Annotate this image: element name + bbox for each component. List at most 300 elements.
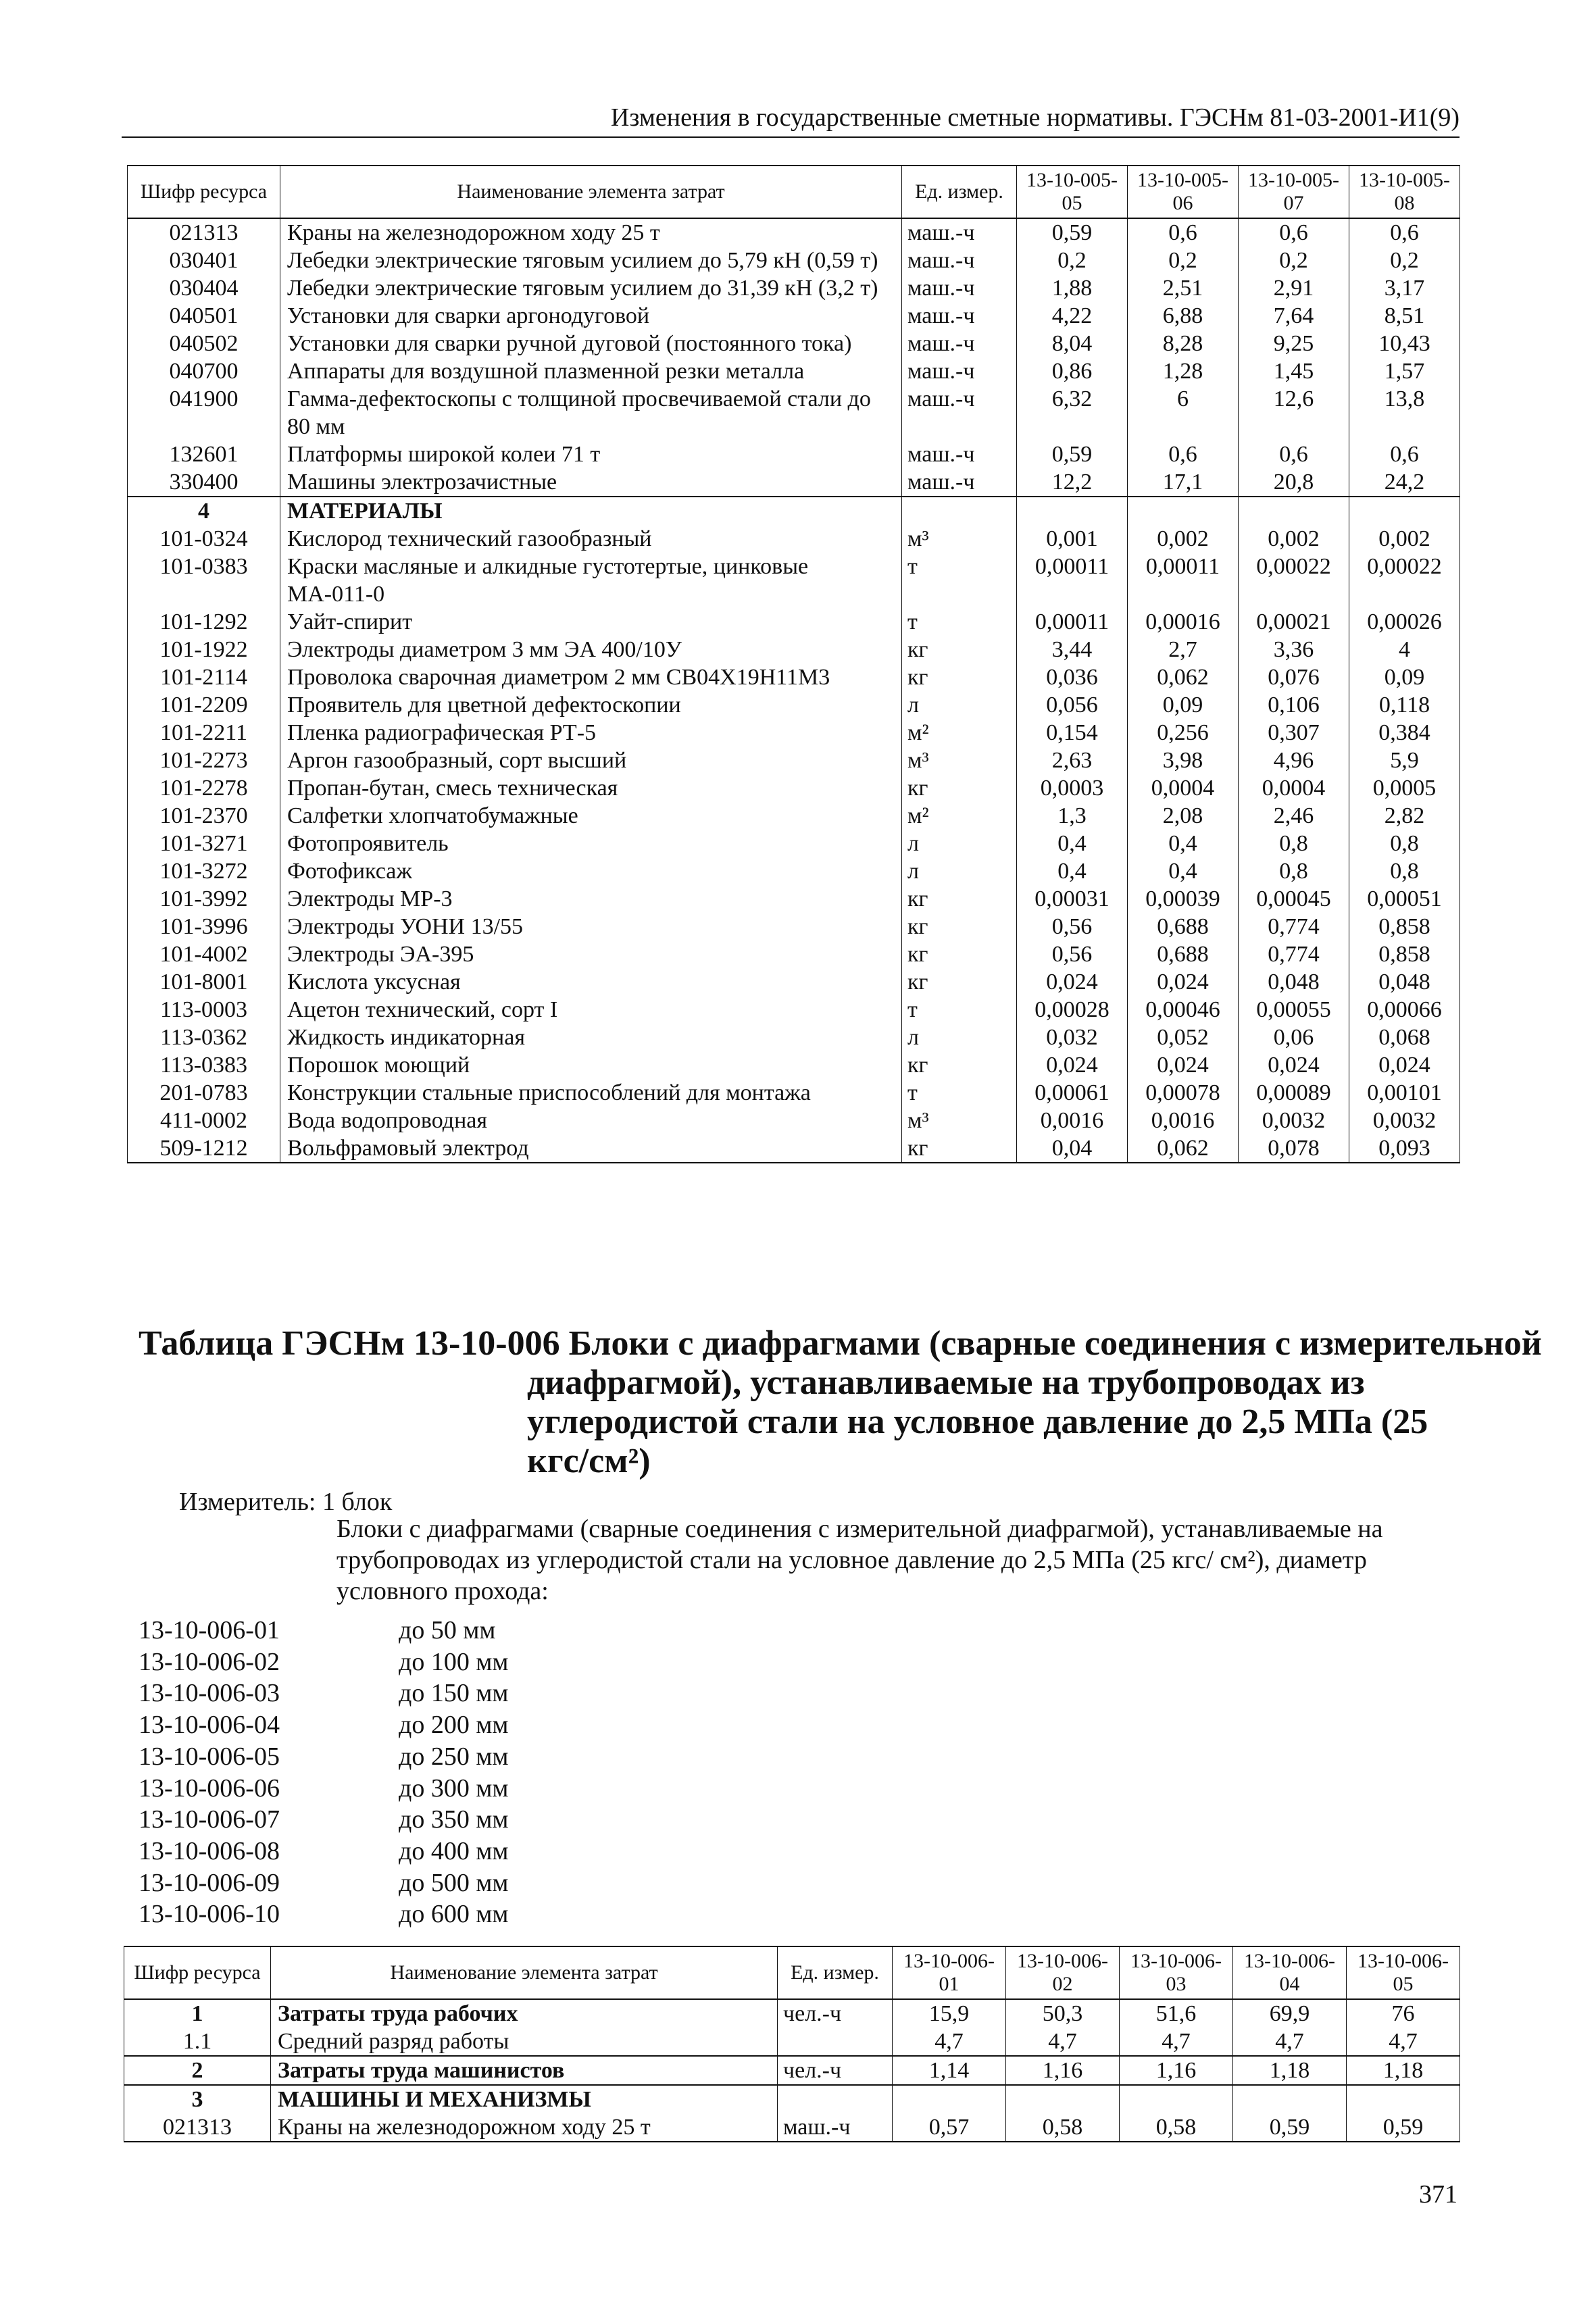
cell-v1: 0,56 xyxy=(1017,940,1128,968)
cell-v3: 0,076 xyxy=(1239,663,1349,691)
cell-code: 1.1 xyxy=(124,2028,271,2056)
page-number: 371 xyxy=(1419,2180,1457,2209)
cell-v3: 1,16 xyxy=(1120,2056,1233,2085)
norm-diameter: до 200 мм xyxy=(399,1711,509,1740)
cell-v4: 0,048 xyxy=(1349,968,1460,996)
table-header-row xyxy=(124,1946,1460,1999)
cell-v4: 8,51 xyxy=(1349,302,1460,330)
col-header: 13-10-005-08 xyxy=(1349,166,1460,218)
table-row xyxy=(128,996,1460,1024)
col-header: 13-10-006-05 xyxy=(1347,1946,1460,1999)
cell-name: Гамма-дефектоскопы с толщиной просвечиваемой стали до 80 мм xyxy=(280,385,902,441)
col-header: Ед. измер. xyxy=(902,166,1017,218)
cell-v1: 15,9 xyxy=(893,1999,1006,2028)
cell-v4: 0,068 xyxy=(1349,1024,1460,1051)
table-row xyxy=(128,441,1460,468)
col-header: 13-10-005-06 xyxy=(1128,166,1239,218)
cell-unit: маш.-ч xyxy=(902,302,1017,330)
cell-v2: 0,688 xyxy=(1128,940,1239,968)
cell-v3: 0,0032 xyxy=(1239,1107,1349,1134)
cell-v2: 0,052 xyxy=(1128,1024,1239,1051)
cell-code: 411-0002 xyxy=(128,1107,280,1134)
cell-v2 xyxy=(1128,497,1239,525)
cell-unit xyxy=(778,2028,893,2056)
cell-v2: 0,2 xyxy=(1128,247,1239,274)
cell-name: Уайт-спирит xyxy=(280,608,902,636)
cell-unit: маш.-ч xyxy=(902,218,1017,247)
cell-name: Затраты труда машинистов xyxy=(271,2056,778,2085)
cell-v4: 0,8 xyxy=(1349,857,1460,885)
cell-v4: 0,8 xyxy=(1349,830,1460,857)
cell-v3: 0,2 xyxy=(1239,247,1349,274)
cell-name: Лебедки электрические тяговым усилием до 5,79 кН (0,59 т) xyxy=(280,247,902,274)
col-header: Наименование элемента затрат xyxy=(280,166,902,218)
cell-unit: кг xyxy=(902,636,1017,663)
cell-unit: маш.-ч xyxy=(778,2113,893,2142)
cell-v3: 1,45 xyxy=(1239,357,1349,385)
table-row xyxy=(124,2028,1460,2056)
cell-code: 113-0383 xyxy=(128,1051,280,1079)
cell-code: 030401 xyxy=(128,247,280,274)
cell-code: 040700 xyxy=(128,357,280,385)
col-header: Ед. измер. xyxy=(778,1946,893,1999)
cell-v4: 0,0005 xyxy=(1349,774,1460,802)
cell-code: 101-2370 xyxy=(128,802,280,830)
col-header: 13-10-006-04 xyxy=(1233,1946,1347,1999)
cell-v4: 0,00051 xyxy=(1349,885,1460,913)
cell-code: 4 xyxy=(128,497,280,525)
norm-code: 13-10-006-01 xyxy=(139,1616,280,1644)
cell-name: МАШИНЫ И МЕХАНИЗМЫ xyxy=(271,2085,778,2113)
cell-v3: 0,106 xyxy=(1239,691,1349,719)
cell-v1: 2,63 xyxy=(1017,747,1128,774)
cell-name: Конструкции стальные приспособлений для монтажа xyxy=(280,1079,902,1107)
cell-v4: 0,858 xyxy=(1349,913,1460,940)
cell-name: Проявитель для цветной дефектоскопии xyxy=(280,691,902,719)
cell-v1: 0,00011 xyxy=(1017,553,1128,608)
cell-v1: 1,14 xyxy=(893,2056,1006,2085)
table-row xyxy=(128,385,1460,441)
cell-v1: 0,59 xyxy=(1017,441,1128,468)
cell-code: 101-3272 xyxy=(128,857,280,885)
code-list-item xyxy=(139,1741,508,1773)
cell-name: Фотопроявитель xyxy=(280,830,902,857)
col-header: 13-10-006-01 xyxy=(893,1946,1006,1999)
cell-name: Кислота уксусная xyxy=(280,968,902,996)
cell-v3: 0,774 xyxy=(1239,940,1349,968)
cell-v1 xyxy=(1017,497,1128,525)
cell-code: 113-0362 xyxy=(128,1024,280,1051)
cell-name: Краски масляные и алкидные густотертые, цинковые МА-011-0 xyxy=(280,553,902,608)
cell-v2: 0,58 xyxy=(1006,2113,1120,2142)
cell-v3: 4,96 xyxy=(1239,747,1349,774)
table-row xyxy=(124,2056,1460,2085)
code-list-item xyxy=(139,1615,508,1646)
section-title-line1: Таблица ГЭСНм 13-10-006 Блоки с диафрагмами (сварные соединения с измерительной xyxy=(139,1324,1542,1363)
cell-v4: 2,82 xyxy=(1349,802,1460,830)
table-row xyxy=(124,2085,1460,2113)
cell-v3: 0,6 xyxy=(1239,441,1349,468)
cell-name: МАТЕРИАЛЫ xyxy=(280,497,902,525)
cell-unit: кг xyxy=(902,968,1017,996)
work-description: Блоки с диафрагмами (сварные соединения с измерительной диафрагмой), устанавливаемые на трубопроводах из углеродистой стали на условное давление до 2,5 МПа (25 кгс/ см²), диаметр условного прохода: xyxy=(336,1515,1383,1605)
cell-v1: 3,44 xyxy=(1017,636,1128,663)
cell-v2: 0,0004 xyxy=(1128,774,1239,802)
cell-v4: 0,6 xyxy=(1349,218,1460,247)
cell-v3 xyxy=(1120,2085,1233,2113)
cell-code: 040502 xyxy=(128,330,280,357)
cell-unit: кг xyxy=(902,774,1017,802)
cell-unit: л xyxy=(902,1024,1017,1051)
norm-diameter: до 600 мм xyxy=(399,1900,509,1929)
code-list-item xyxy=(139,1836,508,1867)
cell-v1: 4,7 xyxy=(893,2028,1006,2056)
cell-v3: 12,6 xyxy=(1239,385,1349,441)
cell-v1: 0,024 xyxy=(1017,1051,1128,1079)
cell-v3: 20,8 xyxy=(1239,468,1349,497)
cell-v1: 0,0016 xyxy=(1017,1107,1128,1134)
cell-v4: 10,43 xyxy=(1349,330,1460,357)
table-row xyxy=(128,1051,1460,1079)
cell-v1: 8,04 xyxy=(1017,330,1128,357)
cell-v3 xyxy=(1239,497,1349,525)
code-list-item xyxy=(139,1709,508,1741)
cell-name: Установки для сварки ручной дуговой (постоянного тока) xyxy=(280,330,902,357)
cell-v4: 0,6 xyxy=(1349,441,1460,468)
cell-unit: кг xyxy=(902,1134,1017,1163)
cell-name: Пропан-бутан, смесь техническая xyxy=(280,774,902,802)
cell-v1: 0,0003 xyxy=(1017,774,1128,802)
cell-v1: 0,4 xyxy=(1017,857,1128,885)
cell-code: 101-2211 xyxy=(128,719,280,747)
cell-v2: 0,0016 xyxy=(1128,1107,1239,1134)
cell-unit: т xyxy=(902,996,1017,1024)
cell-v2: 0,688 xyxy=(1128,913,1239,940)
cell-v1: 0,04 xyxy=(1017,1134,1128,1163)
cell-v4: 4,7 xyxy=(1233,2028,1347,2056)
cell-v2: 0,6 xyxy=(1128,441,1239,468)
cell-name: Машины электрозачистные xyxy=(280,468,902,497)
cell-v4: 0,00026 xyxy=(1349,608,1460,636)
cell-v3: 0,002 xyxy=(1239,525,1349,553)
cell-v3: 0,00022 xyxy=(1239,553,1349,608)
norm-diameter: до 400 мм xyxy=(399,1836,509,1865)
cell-name: Жидкость индикаторная xyxy=(280,1024,902,1051)
cell-v3: 0,00045 xyxy=(1239,885,1349,913)
cell-v4: 24,2 xyxy=(1349,468,1460,497)
cell-name: Вода водопроводная xyxy=(280,1107,902,1134)
section-title xyxy=(139,1324,1542,1481)
table-row xyxy=(128,719,1460,747)
table-row xyxy=(128,497,1460,525)
cell-v3: 0,06 xyxy=(1239,1024,1349,1051)
table-row xyxy=(128,636,1460,663)
norm-code: 13-10-006-10 xyxy=(139,1900,280,1929)
cell-v2: 0,024 xyxy=(1128,1051,1239,1079)
cell-v2: 8,28 xyxy=(1128,330,1239,357)
cell-v3: 2,46 xyxy=(1239,802,1349,830)
cell-v4: 13,8 xyxy=(1349,385,1460,441)
cell-v3: 0,048 xyxy=(1239,968,1349,996)
cell-name: Электроды МР-3 xyxy=(280,885,902,913)
norm-code: 13-10-006-05 xyxy=(139,1742,280,1771)
cell-unit xyxy=(902,497,1017,525)
cell-unit: м³ xyxy=(902,525,1017,553)
norm-code: 13-10-006-06 xyxy=(139,1774,280,1803)
cell-v5 xyxy=(1347,2085,1460,2113)
cell-v2: 0,062 xyxy=(1128,1134,1239,1163)
table-row xyxy=(128,468,1460,497)
cell-code: 101-2278 xyxy=(128,774,280,802)
cell-v1: 6,32 xyxy=(1017,385,1128,441)
cell-code: 101-3271 xyxy=(128,830,280,857)
cell-code: 1 xyxy=(124,1999,271,2028)
cell-v4: 0,858 xyxy=(1349,940,1460,968)
cell-name: Фотофиксаж xyxy=(280,857,902,885)
cell-code: 040501 xyxy=(128,302,280,330)
cell-v1: 0,00031 xyxy=(1017,885,1128,913)
cell-v3: 0,024 xyxy=(1239,1051,1349,1079)
measure-unit: Измеритель: 1 блок xyxy=(179,1488,393,1516)
cell-v3: 0,00021 xyxy=(1239,608,1349,636)
code-list-item xyxy=(139,1646,508,1678)
cell-v4: 0,00022 xyxy=(1349,553,1460,608)
cell-v4: 1,57 xyxy=(1349,357,1460,385)
cell-v3: 0,8 xyxy=(1239,857,1349,885)
table-row xyxy=(128,774,1460,802)
cell-v1: 0,4 xyxy=(1017,830,1128,857)
cell-v1: 0,024 xyxy=(1017,968,1128,996)
cell-code: 101-0383 xyxy=(128,553,280,608)
code-list-item xyxy=(139,1804,508,1836)
cell-v4: 0,00066 xyxy=(1349,996,1460,1024)
cell-unit: л xyxy=(902,830,1017,857)
cell-v3: 51,6 xyxy=(1120,1999,1233,2028)
table-row xyxy=(128,691,1460,719)
cell-name: Краны на железнодорожном ходу 25 т xyxy=(280,218,902,247)
cell-v3: 0,0004 xyxy=(1239,774,1349,802)
norm-code: 13-10-006-09 xyxy=(139,1868,280,1897)
cell-name: Лебедки электрические тяговым усилием до 31,39 кН (3,2 т) xyxy=(280,274,902,302)
table-row xyxy=(128,968,1460,996)
cell-unit: кг xyxy=(902,885,1017,913)
table-row xyxy=(124,2113,1460,2142)
cell-v4: 1,18 xyxy=(1233,2056,1347,2085)
cell-v1: 1,3 xyxy=(1017,802,1128,830)
table-row xyxy=(128,1134,1460,1163)
norm-code: 13-10-006-02 xyxy=(139,1647,280,1676)
cell-code: 509-1212 xyxy=(128,1134,280,1163)
table-row xyxy=(128,608,1460,636)
table-row xyxy=(128,525,1460,553)
cell-unit: м³ xyxy=(902,747,1017,774)
cell-v3: 9,25 xyxy=(1239,330,1349,357)
cell-v2: 1,16 xyxy=(1006,2056,1120,2085)
cell-v2: 6,88 xyxy=(1128,302,1239,330)
cell-v1: 0,2 xyxy=(1017,247,1128,274)
cell-code: 101-2114 xyxy=(128,663,280,691)
cell-name: Платформы широкой колеи 71 т xyxy=(280,441,902,468)
cell-v2: 0,4 xyxy=(1128,857,1239,885)
table-row xyxy=(128,1079,1460,1107)
cell-unit: м³ xyxy=(902,1107,1017,1134)
cell-v2: 0,002 xyxy=(1128,525,1239,553)
cell-code: 2 xyxy=(124,2056,271,2085)
cell-v3: 4,7 xyxy=(1120,2028,1233,2056)
table-row xyxy=(128,830,1460,857)
table-row xyxy=(128,357,1460,385)
cell-unit: т xyxy=(902,553,1017,608)
norm-code: 13-10-006-07 xyxy=(139,1805,280,1834)
cell-v4: 0,093 xyxy=(1349,1134,1460,1163)
cell-v1: 0,59 xyxy=(1017,218,1128,247)
cell-v5: 0,59 xyxy=(1347,2113,1460,2142)
cell-v1: 4,22 xyxy=(1017,302,1128,330)
cell-v2: 0,6 xyxy=(1128,218,1239,247)
cell-v4: 3,17 xyxy=(1349,274,1460,302)
code-list-item xyxy=(139,1678,508,1709)
cell-v4: 4 xyxy=(1349,636,1460,663)
cell-v3: 7,64 xyxy=(1239,302,1349,330)
cell-unit: чел.-ч xyxy=(778,2056,893,2085)
cell-name: Проволока сварочная диаметром 2 мм СВ04Х19Н11М3 xyxy=(280,663,902,691)
cell-v4: 5,9 xyxy=(1349,747,1460,774)
col-header: Шифр ресурса xyxy=(124,1946,271,1999)
cell-unit: л xyxy=(902,691,1017,719)
cell-code: 030404 xyxy=(128,274,280,302)
resource-table-005 xyxy=(127,165,1460,1163)
cell-unit: кг xyxy=(902,663,1017,691)
table-row xyxy=(128,885,1460,913)
cell-v1: 0,56 xyxy=(1017,913,1128,940)
cell-unit: м² xyxy=(902,802,1017,830)
cell-unit: кг xyxy=(902,913,1017,940)
cell-code: 101-1922 xyxy=(128,636,280,663)
cell-unit: т xyxy=(902,608,1017,636)
table-row xyxy=(128,802,1460,830)
cell-v2: 0,00046 xyxy=(1128,996,1239,1024)
cell-v4: 0,384 xyxy=(1349,719,1460,747)
cell-v3: 3,36 xyxy=(1239,636,1349,663)
cell-v2: 0,062 xyxy=(1128,663,1239,691)
col-header: 13-10-006-03 xyxy=(1120,1946,1233,1999)
cell-v1: 0,056 xyxy=(1017,691,1128,719)
norm-diameter: до 350 мм xyxy=(399,1805,509,1834)
norm-code: 13-10-006-08 xyxy=(139,1836,280,1865)
cell-v2: 3,98 xyxy=(1128,747,1239,774)
cell-v4: 0,09 xyxy=(1349,663,1460,691)
cell-name: Вольфрамовый электрод xyxy=(280,1134,902,1163)
cell-name: Аргон газообразный, сорт высший xyxy=(280,747,902,774)
cell-v2: 2,51 xyxy=(1128,274,1239,302)
cell-code: 021313 xyxy=(128,218,280,247)
table-row xyxy=(128,330,1460,357)
cell-code: 101-4002 xyxy=(128,940,280,968)
norm-diameter: до 250 мм xyxy=(399,1742,509,1771)
norm-diameter: до 100 мм xyxy=(399,1647,509,1676)
table-row xyxy=(128,218,1460,247)
cell-v4: 0,59 xyxy=(1233,2113,1347,2142)
cell-code: 101-1292 xyxy=(128,608,280,636)
cell-name: Порошок моющий xyxy=(280,1051,902,1079)
cell-v5: 1,18 xyxy=(1347,2056,1460,2085)
cell-name: Салфетки хлопчатобумажные xyxy=(280,802,902,830)
cell-v4: 0,118 xyxy=(1349,691,1460,719)
table-row xyxy=(128,1107,1460,1134)
cell-v1: 0,86 xyxy=(1017,357,1128,385)
cell-v1: 1,88 xyxy=(1017,274,1128,302)
cell-v3: 2,91 xyxy=(1239,274,1349,302)
cell-unit: маш.-ч xyxy=(902,330,1017,357)
cell-v3: 0,00055 xyxy=(1239,996,1349,1024)
col-header: Наименование элемента затрат xyxy=(271,1946,778,1999)
cell-v2: 0,024 xyxy=(1128,968,1239,996)
table-row xyxy=(128,553,1460,608)
cell-v4: 0,0032 xyxy=(1349,1107,1460,1134)
code-list-item xyxy=(139,1773,508,1805)
cell-code: 101-3992 xyxy=(128,885,280,913)
cell-v1: 0,00061 xyxy=(1017,1079,1128,1107)
cell-v4: 0,2 xyxy=(1349,247,1460,274)
norm-diameter: до 50 мм xyxy=(399,1616,496,1644)
cell-code: 132601 xyxy=(128,441,280,468)
norm-diameter: до 300 мм xyxy=(399,1774,509,1803)
cell-unit: м² xyxy=(902,719,1017,747)
cell-code: 101-2209 xyxy=(128,691,280,719)
cell-name: Электроды ЭА-395 xyxy=(280,940,902,968)
cell-unit: маш.-ч xyxy=(902,357,1017,385)
cell-name: Электроды диаметром 3 мм ЭА 400/10У xyxy=(280,636,902,663)
cell-name: Средний разряд работы xyxy=(271,2028,778,2056)
code-list-item xyxy=(139,1898,508,1930)
cell-v2: 2,7 xyxy=(1128,636,1239,663)
cell-name: Ацетон технический, сорт I xyxy=(280,996,902,1024)
section-title-rest: диафрагмой), устанавливаемые на трубопроводах из углеродистой стали на условное давление до 2,5 МПа (25 кгс/см²) xyxy=(527,1363,1428,1480)
cell-v2: 0,00011 xyxy=(1128,553,1239,608)
cell-v1: 12,2 xyxy=(1017,468,1128,497)
table-row xyxy=(124,1999,1460,2028)
cell-unit: л xyxy=(902,857,1017,885)
cell-v1: 0,001 xyxy=(1017,525,1128,553)
cell-name: Аппараты для воздушной плазменной резки металла xyxy=(280,357,902,385)
cell-code: 201-0783 xyxy=(128,1079,280,1107)
cell-unit: чел.-ч xyxy=(778,1999,893,2028)
table-row xyxy=(128,747,1460,774)
cell-v3: 0,00089 xyxy=(1239,1079,1349,1107)
cell-v2: 4,7 xyxy=(1006,2028,1120,2056)
cell-v2: 0,00016 xyxy=(1128,608,1239,636)
cell-v2: 50,3 xyxy=(1006,1999,1120,2028)
table-row xyxy=(128,274,1460,302)
cell-name: Установки для сварки аргонодуговой xyxy=(280,302,902,330)
table-row xyxy=(128,663,1460,691)
cell-v2: 0,256 xyxy=(1128,719,1239,747)
cell-v4 xyxy=(1233,2085,1347,2113)
table-row xyxy=(128,940,1460,968)
code-list-item xyxy=(139,1867,508,1899)
cell-v2 xyxy=(1006,2085,1120,2113)
cell-v3: 0,078 xyxy=(1239,1134,1349,1163)
resource-table-006 xyxy=(124,1946,1460,2142)
cell-name: Краны на железнодорожном ходу 25 т xyxy=(271,2113,778,2142)
cell-v2: 1,28 xyxy=(1128,357,1239,385)
cell-v2: 6 xyxy=(1128,385,1239,441)
cell-v4: 0,024 xyxy=(1349,1051,1460,1079)
cell-code: 101-3996 xyxy=(128,913,280,940)
cell-v4: 0,00101 xyxy=(1349,1079,1460,1107)
cell-v4: 69,9 xyxy=(1233,1999,1347,2028)
cell-v1: 0,00011 xyxy=(1017,608,1128,636)
